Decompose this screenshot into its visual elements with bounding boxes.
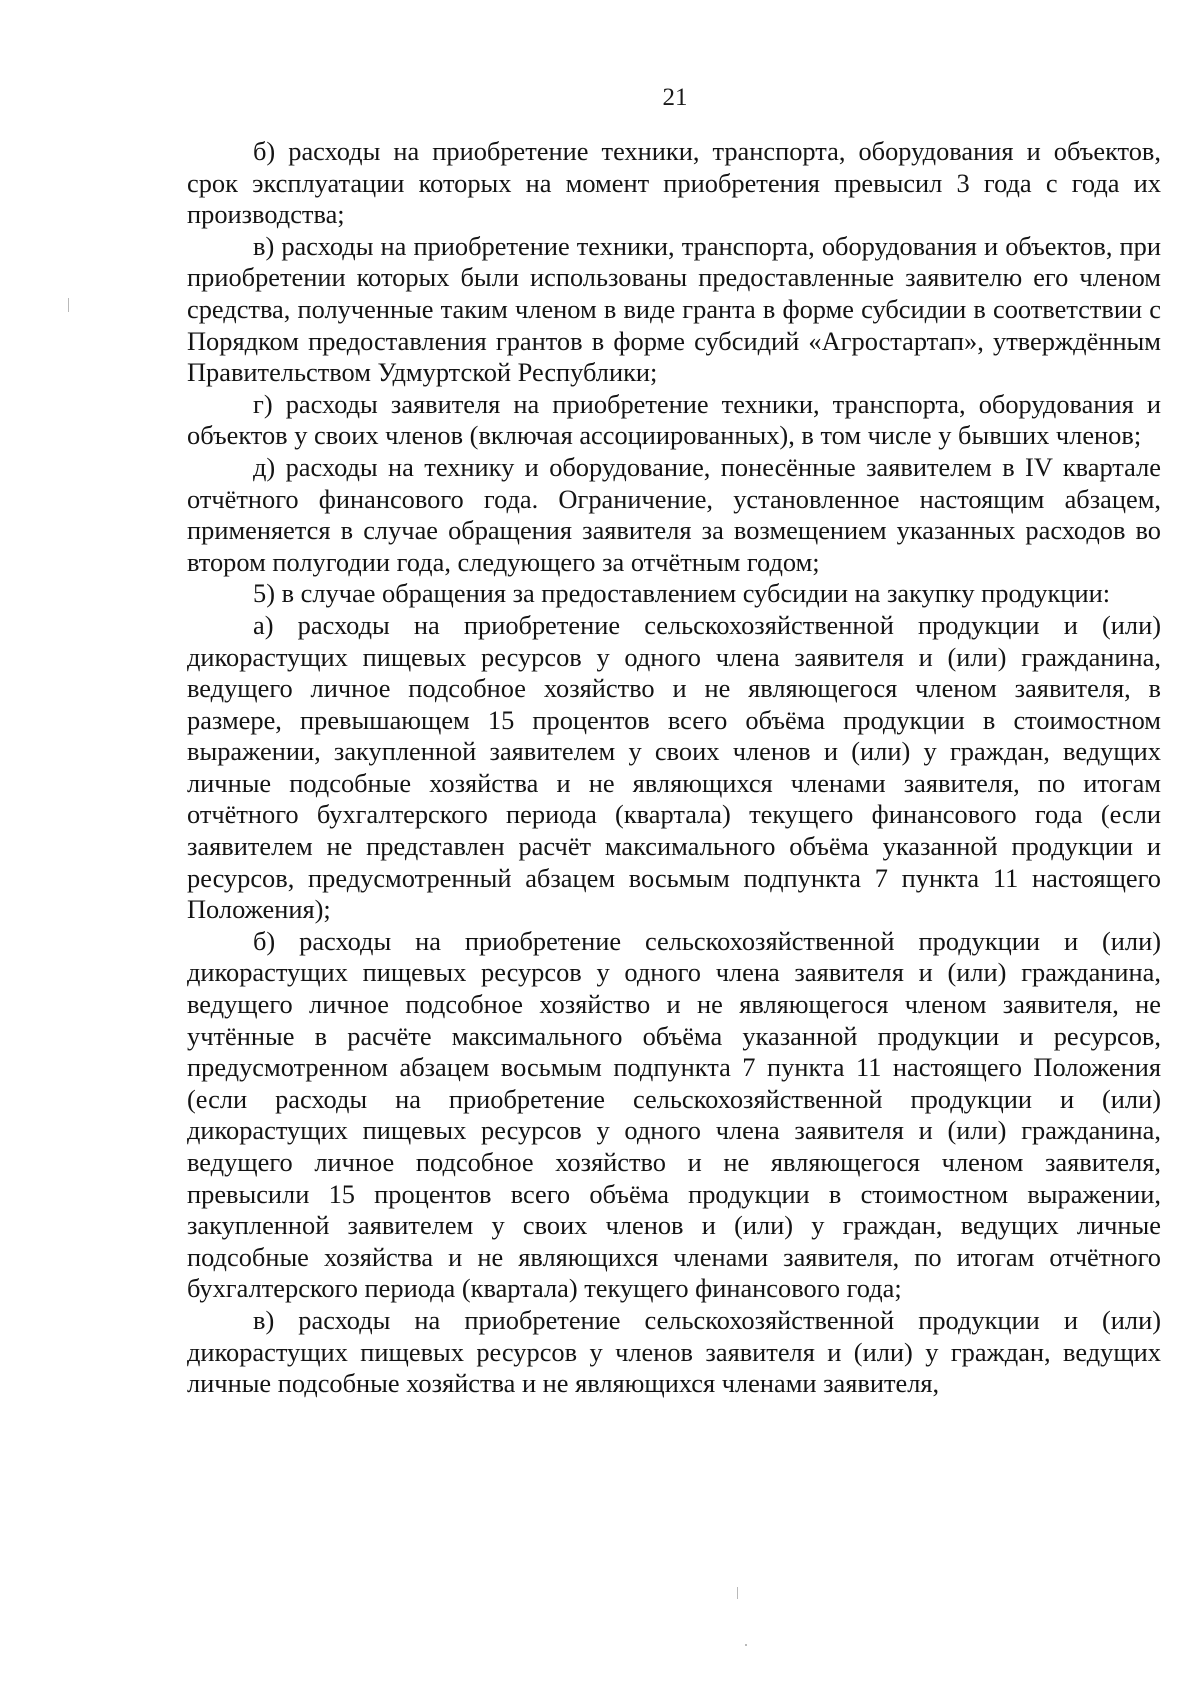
scan-artifact-bottom	[737, 1587, 738, 1599]
paragraph-5-product-purchase: 5) в случае обращения за предоставлением субсидии на закупку продукции:	[253, 578, 1111, 609]
paragraph-b-equipment-age: б) расходы на приобретение техники, транспорта, оборудования и объектов, срок эксплуатации которых на момент приобретения превысил 3 года с года их производства;	[187, 136, 1161, 230]
paragraph-b-not-counted: б) расходы на приобретение сельскохозяйственной продукции и (или) дикорастущих пищевых ресурсов у одного члена заявителя и (или) гражданина, ведущего личное подсобное хозяйство и не являющегося членом заявителя, не учтённые в расчёте максимального объёма указанной продукции и ресурсов, предусмотренном абзацем восьмым подпункта 7 пункта 11 настоящего Положения (если расходы на приобретение сельскохозяйственной продукции и (или) дикорастущих пищевых ресурсов у одного члена заявителя и (или) гражданина, ведущего личное подсобное хозяйство и не являющегося членом заявителя, превысили 15 процентов всего объёма продукции в стоимостном выражении, закупленной заявителем у своих членов и (или) у граждан, ведущих личные подсобные хозяйства и не являющихся членами заявителя, по итогам отчётного бухгалтерского периода (квартала) текущего финансового года;	[187, 925, 1161, 1304]
paragraph-v-members-citizens: в) расходы на приобретение сельскохозяйственной продукции и (или) дикорастущих пищевых ресурсов у членов заявителя и (или) у граждан, ведущих личные подсобные хозяйства и не являющихся членами заявителя,	[187, 1304, 1161, 1399]
paragraph-d-fourth-quarter: д) расходы на технику и оборудование, понесённые заявителем в IV квартале отчётного финансового года. Ограничение, установленное настоящим абзацем, применяется в случае обращения заявителя за возмещением указанных расходов во втором полугодии года, следующего за отчётным годом;	[187, 451, 1161, 577]
paragraph-g-members-purchase: г) расходы заявителя на приобретение техники, транспорта, оборудования и объектов у своих членов (включая ассоциированных), в том числе у бывших членов;	[187, 388, 1161, 451]
scan-artifact-dot	[745, 1644, 747, 1646]
page-number: 21	[662, 84, 688, 111]
scan-artifact-left	[68, 298, 69, 312]
paragraph-v-grant-funds: в) расходы на приобретение техники, транспорта, оборудования и объектов, при приобретении которых были использованы предоставленные заявителю его членом средства, полученные таким членом в виде гранта в форме субсидии в соответствии с Порядком предоставления грантов в форме субсидий «Агростартап», утверждённым Правительством Удмуртской Республики;	[187, 230, 1161, 388]
document-body	[187, 136, 1161, 1400]
paragraph-a-single-member-limit: а) расходы на приобретение сельскохозяйственной продукции и (или) дикорастущих пищевых ресурсов у одного члена заявителя и (или) гражданина, ведущего личное подсобное хозяйство и не являющегося членом заявителя, в размере, превышающем 15 процентов всего объёма продукции в стоимостном выражении, закупленной заявителем у своих членов и (или) у граждан, ведущих личные подсобные хозяйства и не являющихся членами заявителя, по итогам отчётного бухгалтерского периода (квартала) текущего финансового года (если заявителем не представлен расчёт максимального объёма указанной продукции и ресурсов, предусмотренный абзацем восьмым подпункта 7 пункта 11 настоящего Положения);	[187, 609, 1161, 925]
